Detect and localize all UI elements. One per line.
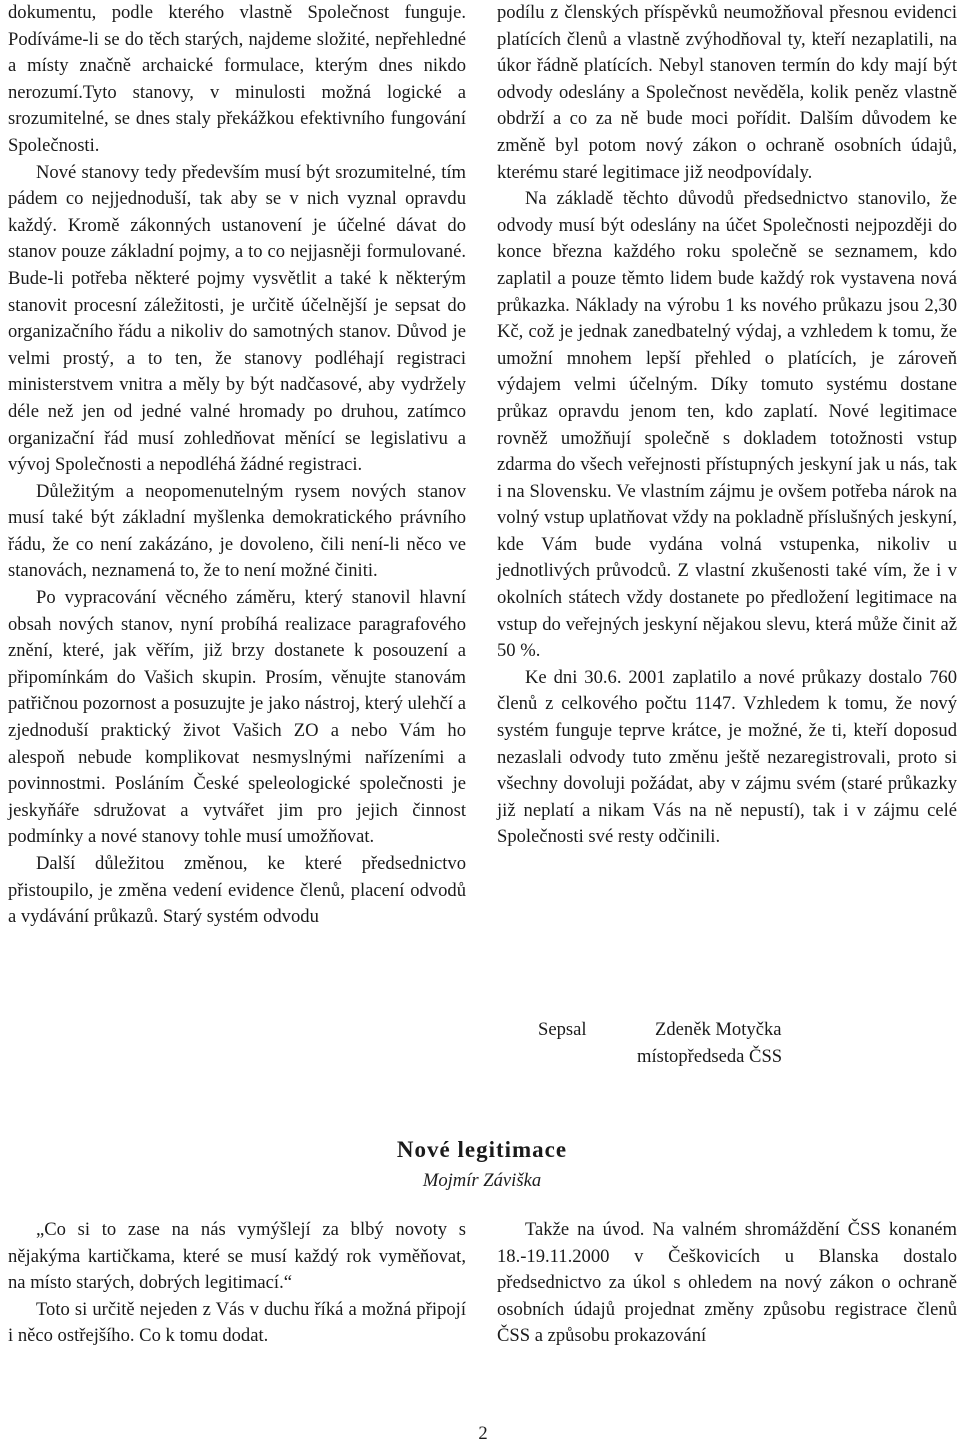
- bottom-left-column: [8, 1217, 466, 1350]
- paragraph: Takže na úvod. Na valném shromáždění ČSS konaném 18.-19.11.2000 v Češkovicích u Blanska dostalo předsednictvo za úkol s ohledem na nový zákon o ochraně osobních údajů projednat změny způsobu registrace členů ČSS a způsobu prokazování: [497, 1219, 957, 1347]
- top-left-column: [8, 0, 466, 931]
- signature-name: Zdeněk Motyčka: [655, 1019, 782, 1040]
- paragraph: „Co si to zase na nás vymýšlejí za blbý novoty s nějakýma kartičkama, které se musí každý rok vyměňovat, na místo starých, dobrých legitimací.“: [8, 1219, 466, 1294]
- paragraph: Důležitým a neopomenutelným rysem nových stanov musí také být základní myšlenka demokratického právního řádu, že co není zakázáno, je dovoleno, čili není-li něco ve stanovách, neznamená to, že to není možné činiti.: [8, 480, 466, 582]
- signature-prefix: Sepsal: [538, 1019, 587, 1040]
- paragraph: Toto si určitě nejeden z Vás v duchu říká a možná připojí i něco ostřejšího. Co k tomu dodat.: [8, 1298, 466, 1347]
- paragraph: podílu z členských příspěvků neumožňoval přesnou evidenci platících členů a vlastně zvýhodňoval ty, kteří nezaplatili, na úkor řádně platících. Nebyl stanoven termín do kdy mají být odvody odeslány a Společnost nevěděla, kolik peněz vlastně obdrží a co za ně bude moci pořídit. Dalším důvodem ke změně byl potom nový zákon o ochraně osobních údajů, kterému staré legitimace již neodpovídaly.: [497, 2, 957, 183]
- bottom-right-column: [497, 1217, 957, 1350]
- paragraph: Další důležitou změnou, ke které předsednictvo přistoupilo, je změna vedení evidence členů, placení odvodů a vydávání průkazů. Starý systém odvodu: [8, 853, 466, 928]
- signature-role: místopředseda ČSS: [637, 1046, 783, 1067]
- paragraph: dokumentu, podle kterého vlastně Společnost funguje. Podíváme-li se do těch starých, najdeme složité, nepřehledné a místy značně archaické formulace, kterým dnes nikdo nerozumí.Tyto stanovy, v minulosti možná logické a srozumitelné, se dnes staly překážkou efektivního fungování Společnosti.: [8, 2, 466, 156]
- article-title: Nové legitimace: [396, 1137, 568, 1162]
- page-number: 2: [478, 1423, 488, 1444]
- article-author: Mojmír Záviška: [422, 1170, 542, 1191]
- paragraph: Na základě těchto důvodů předsednictvo stanovilo, že odvody musí být odeslány na účet Společnosti nejpozději do konce března každého roku společně se seznamem, kdo zaplatil a pouze těmto lidem bude každý rok vystavena nová průkazka. Náklady na výrobu 1 ks nového průkazu jsou 2,30 Kč, což je jednak zanedbatelný výdaj, a vzhledem k tomu, že umožní mnohem lepší přehled o platících, je zároveň výdajem velmi účelným. Díky tomuto systému dostane průkaz opravdu jenom ten, kdo zaplatí. Nové legitimace rovněž umožňují společně s dokladem totožnosti vstup zdarma do všech veřejnosti přístupných jeskyní jak u nás, tak i na Slovensku. Ve vlastním zájmu je ovšem potřeba nárok na volný vstup uplatňovat vždy na pokladně příslušných jeskyní, kde Vám bude vydána volná vstupenka, nikoliv u jednotlivých průvodců. Z vlastní zkušenosti také vím, že i v okolních státech vždy dostanete po předložení legitimace na vstup do veřejných jeskyní nějakou slevu, která může činit až 50 %.: [497, 188, 957, 662]
- paragraph: Nové stanovy tedy především musí být srozumitelné, tím pádem co nejjednoduší, tak aby se v nich vyznal opravdu každý. Kromě zákonných ustanovení je účelné dávat do stanov pouze základní pojmy, a to co nejjasněji formulované. Bude-li potřeba některé pojmy vysvětlit a také k některým stanovit procesní záležitosti, je určitě účelnější je sepsat do organizačního řádu a nikoliv do samotných stanov. Důvod je velmi prostý, a to ten, že stanovy podléhají registraci ministerstvem vnitra a měly by být nadčasové, aby vydržely déle než jen od jedné valné hromady po druhou, zatímco organizační řád musí zohledňovat měnící se legislativu a vývoj Společnosti a nepodléhá žádné registraci.: [8, 161, 466, 476]
- top-right-column: [497, 0, 957, 851]
- paragraph: Po vypracování věcného záměru, který stanovil hlavní obsah nových stanov, nyní probíhá realizace paragrafového znění, které, jak věřím, již brzy dostanete k posouzení a připomínkám do Vašich skupin. Prosím, věnujte stanovám patřičnou pozornost a posuzujte je jako nástroj, který ulehčí a zjednoduší praktický život Vašich ZO a nebo Vám ho alespoň nebude komplikovat nesmyslnými nařízeními a povinnostmi. Posláním České speleologické společnosti je jeskyňáře sdružovat a vytvářet jim pro jejich činnost podmínky a nové stanovy tohle musí umožňovat.: [8, 587, 466, 848]
- paragraph: Ke dni 30.6. 2001 zaplatilo a nové průkazy dostalo 760 členů z celkového počtu 1147. Vzhledem k tomu, že nový systém funguje teprve krátce, je možné, že ti, kteří doposud nezaslali odvody tuto změnu ještě nezaregistrovali, proto si všechny dovoluji požádat, aby v zájmu svém (staré průkazky již neplatí a nikam Vás na ně nepustí), tak i v zájmu celé Společnosti své resty odčinili.: [497, 666, 957, 848]
